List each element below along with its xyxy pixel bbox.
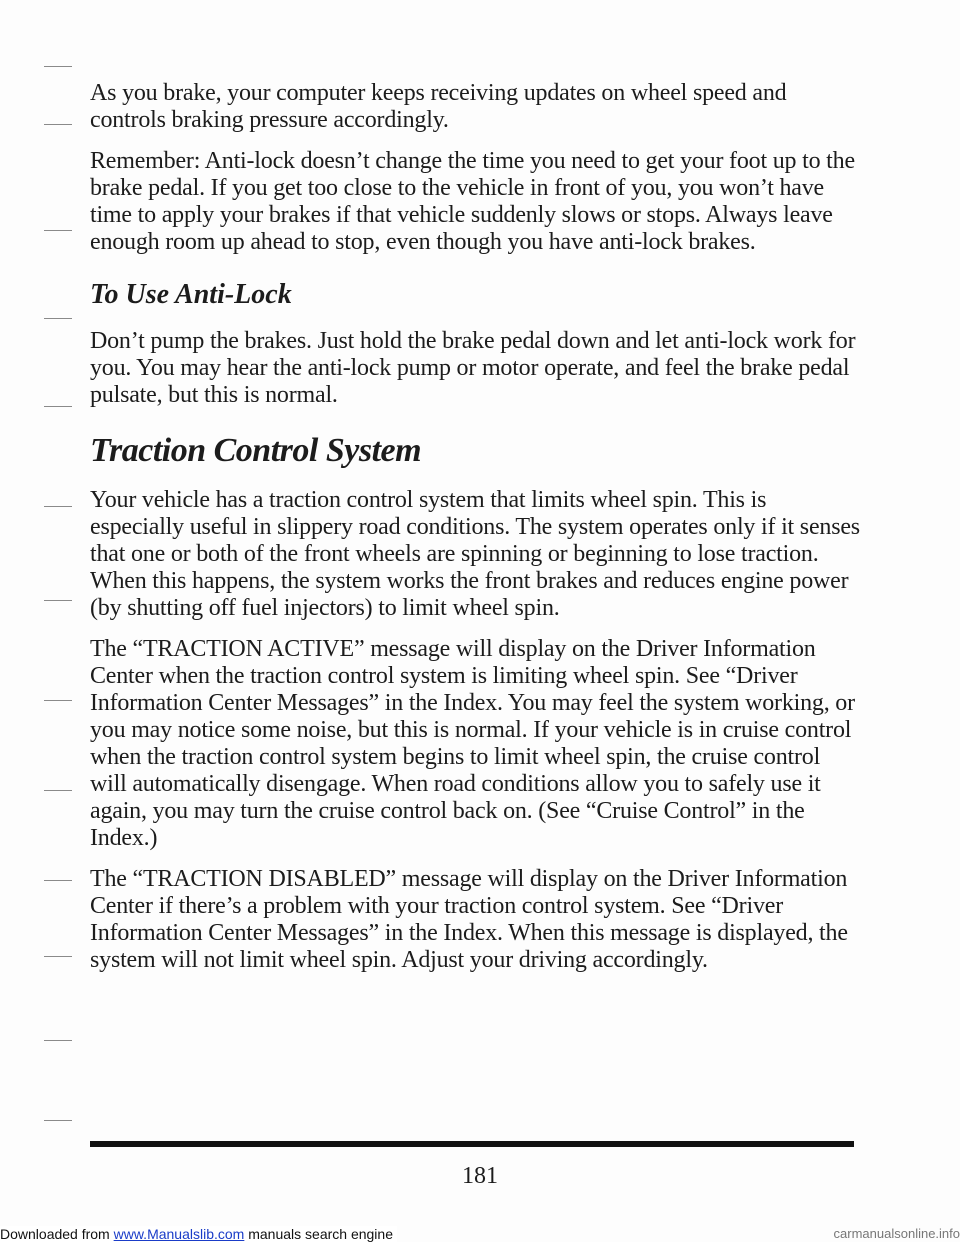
footer-source [0, 1226, 397, 1242]
margin-mark [44, 880, 72, 881]
margin-mark [44, 230, 72, 231]
paragraph-traction-intro: Your vehicle has a traction control system that limits wheel spin. This is especially useful in slippery road conditions. The system operates only if it senses that one or both of the front wheels are spinning or beginning to lose traction. When this happens, the system works the front brakes and reduces engine power (by shutting off fuel injectors) to limit wheel spin. [90, 487, 860, 621]
footer-prefix: Downloaded from [0, 1226, 114, 1242]
subheading-use-anti-lock: To Use Anti-Lock [90, 279, 292, 310]
paragraph-braking-updates: As you brake, your computer keeps receiving updates on wheel speed and controls braking pressure accordingly. [90, 80, 787, 133]
margin-mark [44, 790, 72, 791]
heading-traction-control: Traction Control System [90, 432, 422, 469]
download-footer [0, 1226, 960, 1242]
margin-mark [44, 600, 72, 601]
margin-mark [44, 506, 72, 507]
paragraph-use-anti-lock: Don’t pump the brakes. Just hold the brake pedal down and let anti-lock work for you. You may hear the anti-lock pump or motor operate, and feel the brake pedal pulsate, but this is normal. [90, 328, 856, 408]
page-number: 181 [462, 1163, 498, 1189]
paragraph-traction-active: The “TRACTION ACTIVE” message will display on the Driver Information Center when the traction control system is limiting wheel spin. See “Driver Information Center Messages” in the Index. You may feel the system working, or you may notice some noise, but this is normal. If your vehicle is in cruise control when the traction control system begins to limit wheel spin, the cruise control will automatically disengage. When road conditions allow you to safely use it again, you may turn the cruise control back on. (See “Cruise Control” in the Index.) [90, 636, 855, 851]
margin-mark [44, 700, 72, 701]
margin-mark [44, 124, 72, 125]
margin-mark [44, 956, 72, 957]
margin-mark [44, 1040, 72, 1041]
margin-mark [44, 1120, 72, 1121]
margin-mark [44, 66, 72, 67]
footer-rule [90, 1141, 854, 1147]
page-content [90, 80, 860, 988]
paragraph-remember: Remember: Anti-lock doesn’t change the time you need to get your foot up to the brake pedal. If you get too close to the vehicle in front of you, you won’t have time to apply your brakes if that vehicle suddenly slows or stops. Always leave enough room up ahead to stop, even though you have anti-lock brakes. [90, 148, 855, 255]
footer-suffix: manuals search engine [244, 1226, 393, 1242]
paragraph-traction-disabled: The “TRACTION DISABLED” message will display on the Driver Information Center if there’s a problem with your traction control system. See “Driver Information Center Messages” in the Index. When this message is displayed, the system will not limit wheel spin. Adjust your driving accordingly. [90, 866, 848, 973]
manualslib-link[interactable]: www.Manualslib.com [113, 1226, 245, 1242]
margin-mark [44, 318, 72, 319]
watermark: carmanualsonline.info [833, 1226, 960, 1241]
margin-mark [44, 406, 72, 407]
